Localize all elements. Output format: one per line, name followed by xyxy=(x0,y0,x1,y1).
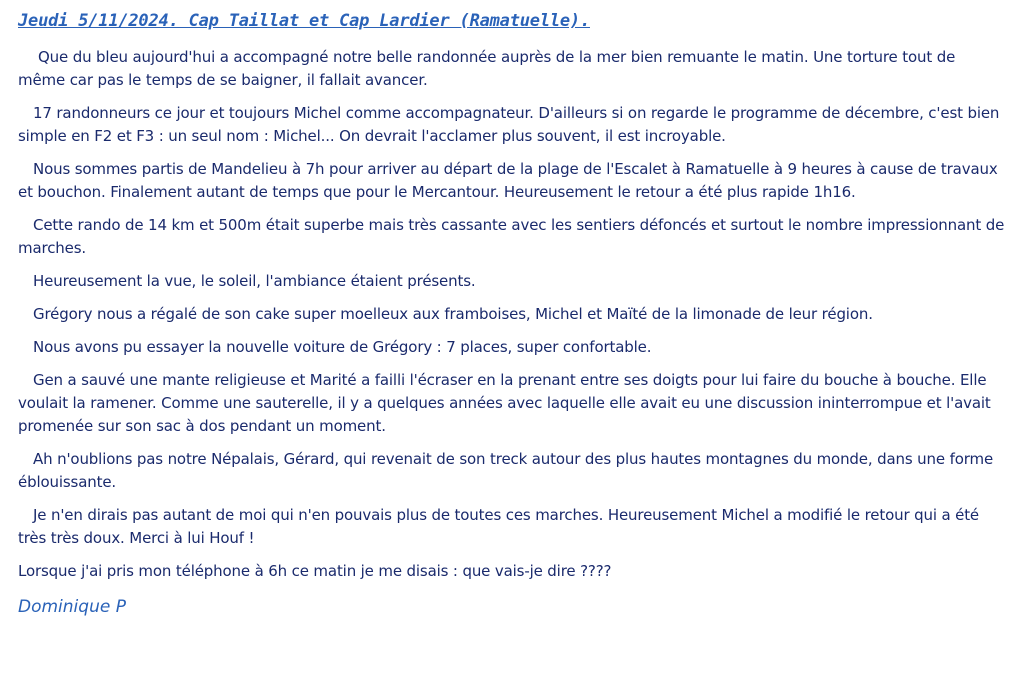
paragraph-2: 17 randonneurs ce jour et toujours Michel comme accompagnateur. D'ailleurs si on regarde le programme de décembre, c'est bien simple en F2 et F3 : un seul nom : Michel... On devrait l'acclamer plus souvent, il est incroyable. xyxy=(18,104,1000,145)
paragraph-1: Que du bleu aujourd'hui a accompagné notre belle randonnée auprès de la mer bien remuante le matin. Une torture tout de même car pas le temps de se baigner, il fallait avancer. xyxy=(18,48,956,89)
paragraph-9: Ah n'oublions pas notre Népalais, Gérard, qui revenait de son treck autour des plus hautes montagnes du monde, dans une forme éblouissante. xyxy=(18,450,994,491)
paragraph-6: Grégory nous a régalé de son cake super moelleux aux framboises, Michel et Maïté de la limonade de leur région. xyxy=(33,305,873,323)
paragraph-8: Gen a sauvé une mante religieuse et Marité a failli l'écraser en la prenant entre ses doigts pour lui faire du bouche à bouche. Elle voulait la ramener. Comme une sauterelle, il y a quelques années avec laquelle elle avait eu une discussion ininterrompue et l'avait promenée sur son sac à dos pendant un moment. xyxy=(18,371,991,435)
author-signature: Dominique P xyxy=(18,597,126,617)
paragraph-10: Je n'en dirais pas autant de moi qui n'en pouvais plus de toutes ces marches. Heureusement Michel a modifié le retour qui a été très très doux. Merci à lui Houf ! xyxy=(18,506,980,547)
article-title: Jeudi 5/11/2024. Cap Taillat et Cap Lardier (Ramatuelle). xyxy=(18,11,590,31)
paragraph-11: Lorsque j'ai pris mon téléphone à 6h ce matin je me disais : que vais-je dire ???? xyxy=(18,562,612,580)
paragraph-3: Nous sommes partis de Mandelieu à 7h pour arriver au départ de la plage de l'Escalet à Ramatuelle à 9 heures à cause de travaux et bouchon. Finalement autant de temps que pour le Mercantour. Heureusement le retour a été plus rapide 1h16. xyxy=(18,160,998,201)
paragraph-5: Heureusement la vue, le soleil, l'ambiance étaient présents. xyxy=(33,272,476,290)
paragraph-7: Nous avons pu essayer la nouvelle voiture de Grégory : 7 places, super confortable. xyxy=(33,338,652,356)
paragraph-4: Cette rando de 14 km et 500m était superbe mais très cassante avec les sentiers défoncés et surtout le nombre impressionnant de marches. xyxy=(18,216,1005,257)
